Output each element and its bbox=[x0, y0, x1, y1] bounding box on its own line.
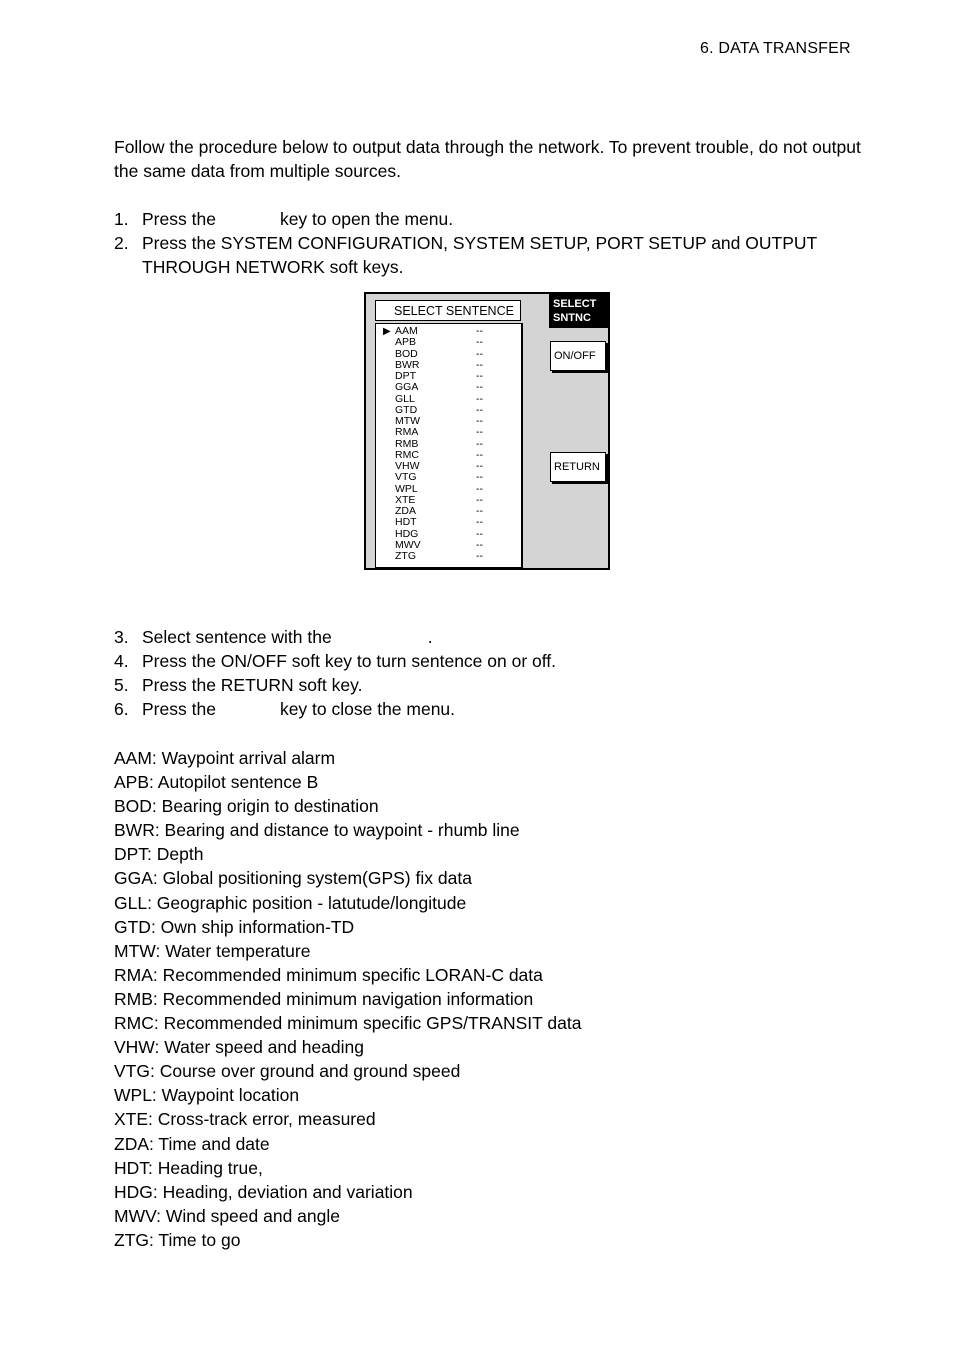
step-number: 2. bbox=[114, 233, 129, 253]
step-number: 5. bbox=[114, 675, 129, 695]
sentence-code: MWV bbox=[395, 538, 421, 551]
sentence-state: -- bbox=[476, 527, 483, 540]
sentence-code: RMB bbox=[395, 437, 419, 450]
step-text-pre: Select sentence with the bbox=[142, 627, 332, 647]
sentence-code: RMC bbox=[395, 448, 419, 461]
step-1 bbox=[114, 207, 884, 231]
sentence-state: -- bbox=[476, 482, 483, 495]
sentence-code: XTE bbox=[395, 493, 416, 506]
sentence-row[interactable] bbox=[376, 427, 516, 438]
step-text-post: key to close the menu. bbox=[279, 699, 456, 719]
sentence-code: GTD bbox=[395, 403, 418, 416]
sentence-state: -- bbox=[476, 325, 483, 337]
step-text-continued: THROUGH NETWORK soft keys. bbox=[142, 257, 404, 277]
sentence-code: MTW bbox=[395, 415, 421, 427]
sentence-definitions bbox=[114, 746, 874, 1252]
steps-list-before bbox=[114, 207, 884, 279]
return-soft-key[interactable]: RETURN bbox=[550, 452, 606, 482]
screen-title: SELECT SENTENCE bbox=[375, 300, 521, 321]
sentence-list bbox=[375, 323, 523, 569]
sentence-state: -- bbox=[476, 471, 483, 484]
sentence-state: -- bbox=[476, 516, 483, 529]
definition-item: BWR: Bearing and distance to waypoint - rhumb line bbox=[114, 820, 520, 841]
soft-key-title-line2: SNTNC bbox=[553, 312, 591, 324]
definition-item: GTD: Own ship information-TD bbox=[114, 916, 355, 937]
sentence-code: GLL bbox=[395, 392, 415, 405]
definition-item: APB: Autopilot sentence B bbox=[114, 772, 319, 793]
definition-item: DPT: Depth bbox=[114, 844, 204, 865]
definition-item: HDT: Heading true, bbox=[114, 1157, 263, 1178]
sentence-state: -- bbox=[476, 437, 483, 450]
definition-item: RMC: Recommended minimum specific GPS/TRANSIT data bbox=[114, 1013, 582, 1034]
step-number: 3. bbox=[114, 627, 129, 647]
definition-item: XTE: Cross-track error, measured bbox=[114, 1109, 376, 1130]
soft-key-title-line1: SELECT bbox=[553, 298, 597, 310]
step-text: Press the SYSTEM CONFIGURATION, SYSTEM SETUP, PORT SETUP and OUTPUT bbox=[142, 233, 818, 253]
sentence-code: GGA bbox=[395, 381, 419, 394]
sentence-state: -- bbox=[476, 493, 483, 506]
select-sentence-screen bbox=[364, 292, 610, 570]
step-text: Press the ON/OFF soft key to turn sentence on or off. bbox=[142, 651, 557, 671]
step-text-post: . bbox=[427, 627, 433, 647]
definition-item: ZDA: Time and date bbox=[114, 1133, 270, 1154]
sentence-code: RMA bbox=[395, 426, 419, 439]
sentence-state: -- bbox=[476, 415, 483, 427]
soft-key-title bbox=[549, 294, 610, 328]
sentence-code: BOD bbox=[395, 347, 418, 360]
definition-item: MTW: Water temperature bbox=[114, 940, 311, 961]
step-2 bbox=[114, 231, 884, 279]
definition-item: VTG: Course over ground and ground speed bbox=[114, 1061, 461, 1082]
step-text-pre: Press the bbox=[142, 699, 216, 719]
definition-item: GGA: Global positioning system(GPS) fix data bbox=[114, 868, 472, 889]
step-text-pre: Press the bbox=[142, 209, 216, 229]
sentence-code: HDT bbox=[395, 516, 417, 529]
sentence-row[interactable] bbox=[376, 551, 516, 562]
definition-item: ZTG: Time to go bbox=[114, 1229, 241, 1250]
definition-item: BOD: Bearing origin to destination bbox=[114, 796, 379, 817]
step-3 bbox=[114, 625, 884, 649]
step-number: 6. bbox=[114, 699, 129, 719]
sentence-code: BWR bbox=[395, 358, 420, 371]
step-number: 1. bbox=[114, 209, 129, 229]
step-6 bbox=[114, 697, 884, 721]
sentence-state: -- bbox=[476, 538, 483, 551]
step-4 bbox=[114, 649, 884, 673]
definition-item: RMB: Recommended minimum navigation information bbox=[114, 988, 534, 1009]
steps-list-after bbox=[114, 625, 884, 721]
sentence-code: ZTG bbox=[395, 550, 416, 562]
sentence-code: AAM bbox=[395, 325, 418, 337]
step-number: 4. bbox=[114, 651, 129, 671]
sentence-code: VHW bbox=[395, 460, 420, 472]
sentence-state: -- bbox=[476, 336, 483, 349]
definition-item: GLL: Geographic position - latutude/longitude bbox=[114, 892, 467, 913]
section-header: 6. DATA TRANSFER bbox=[700, 40, 851, 57]
sentence-state: -- bbox=[476, 358, 483, 371]
sentence-state: -- bbox=[476, 392, 483, 405]
sentence-code: DPT bbox=[395, 370, 416, 382]
sentence-code: ZDA bbox=[395, 505, 416, 517]
step-5 bbox=[114, 673, 884, 697]
sentence-code: VTG bbox=[395, 471, 417, 484]
sentence-state: -- bbox=[476, 426, 483, 439]
definition-item: RMA: Recommended minimum specific LORAN-C data bbox=[114, 964, 543, 985]
sentence-state: -- bbox=[476, 381, 483, 394]
definition-item: AAM: Waypoint arrival alarm bbox=[114, 748, 336, 768]
sentence-row[interactable] bbox=[376, 517, 516, 528]
definition-item: WPL: Waypoint location bbox=[114, 1085, 300, 1106]
on-off-soft-key[interactable]: ON/OFF bbox=[550, 341, 606, 371]
sentence-row[interactable] bbox=[376, 472, 516, 483]
sentence-code: APB bbox=[395, 336, 417, 349]
intro-paragraph: Follow the procedure below to output data through the network. To prevent trouble, do not output the same data from multiple sources. bbox=[114, 137, 861, 181]
definition-item: VHW: Water speed and heading bbox=[114, 1037, 365, 1058]
sentence-state: -- bbox=[476, 370, 483, 382]
sentence-state: -- bbox=[476, 347, 483, 360]
step-text: Press the RETURN soft key. bbox=[142, 675, 363, 695]
sentence-state: -- bbox=[476, 505, 483, 517]
sentence-code: WPL bbox=[395, 482, 418, 495]
sentence-state: -- bbox=[476, 460, 483, 472]
sentence-state: -- bbox=[476, 448, 483, 461]
sentence-state: -- bbox=[476, 403, 483, 416]
sentence-row[interactable] bbox=[376, 382, 516, 393]
sentence-code: HDG bbox=[395, 527, 419, 540]
definition-item: MWV: Wind speed and angle bbox=[114, 1205, 340, 1226]
sentence-state: -- bbox=[476, 550, 483, 562]
step-text-post: key to open the menu. bbox=[279, 209, 454, 229]
definition-item: HDG: Heading, deviation and variation bbox=[114, 1181, 413, 1202]
sentence-row[interactable] bbox=[376, 337, 516, 348]
cursor-arrow-icon: ▶ bbox=[383, 326, 391, 337]
